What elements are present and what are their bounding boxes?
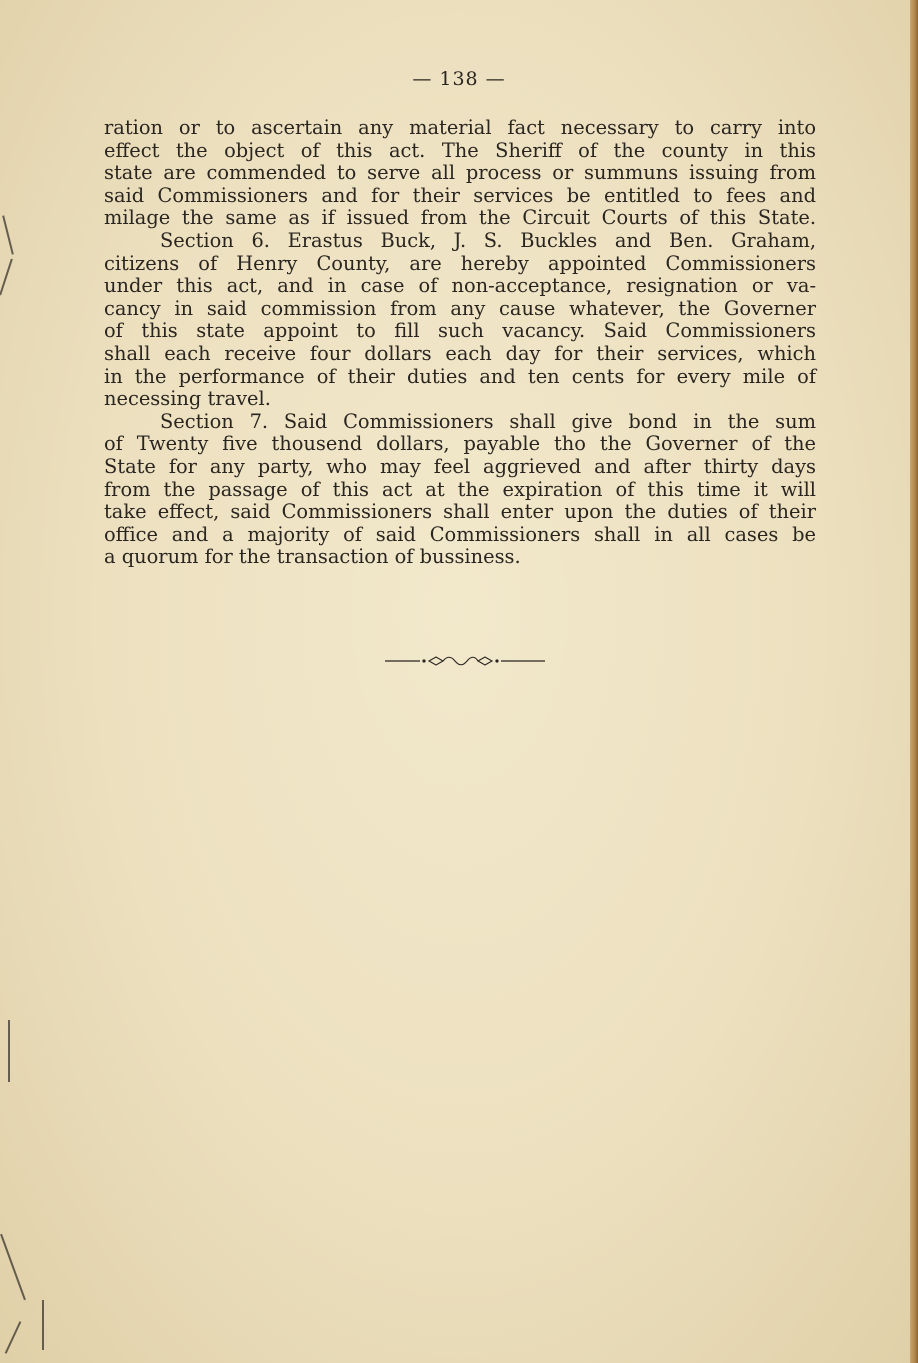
body-text xyxy=(104,117,816,569)
paragraph-section-7 xyxy=(104,411,816,569)
text-line: of Twenty five thousend dollars, payable tho the Governer of the xyxy=(104,432,816,456)
text-line: office and a majority of said Commissioners shall in all cases be xyxy=(104,522,816,546)
margin-mark xyxy=(42,1300,44,1350)
text-line: citizens of Henry County, are hereby appointed Commissioners xyxy=(104,251,816,275)
paragraph-1 xyxy=(104,117,816,230)
text-line: in the performance of their duties and ten cents for every mile of xyxy=(104,364,816,388)
text-line: shall each receive four dollars each day for their services, which xyxy=(104,341,816,365)
margin-mark xyxy=(0,259,13,296)
text-line: milage the same as if issued from the Circuit Courts of this State. xyxy=(104,206,816,230)
text-line: ration or to ascertain any material fact necessary to carry into xyxy=(104,116,816,139)
text-line: Section 6. Erastus Buck, J. S. Buckles and Ben. Graham, xyxy=(160,228,816,252)
margin-mark xyxy=(5,1321,22,1354)
paragraph-section-6 xyxy=(104,230,816,411)
text-line: State for any party, who may feel aggrieved and after thirty days xyxy=(104,454,816,478)
text-line: necessing travel. xyxy=(104,387,271,411)
text-line: effect the object of this act. The Sheriff of the county in this xyxy=(104,138,816,162)
text-line: a quorum for the transaction of bussiness. xyxy=(104,545,521,569)
text-line: under this act, and in case of non-acceptance, resignation or va- xyxy=(104,274,816,298)
text-line: Section 7. Said Commissioners shall give bond in the sum xyxy=(160,409,816,433)
text-line: cancy in said commission from any cause whatever, the Governer xyxy=(104,296,816,320)
text-line: take effect, said Commissioners shall enter upon the duties of their xyxy=(104,500,816,524)
page-number: — 138 — xyxy=(412,68,506,90)
margin-mark xyxy=(0,1234,26,1300)
text-line: said Commissioners and for their services be entitled to fees and xyxy=(104,183,816,207)
text-line: from the passage of this act at the expiration of this time it will xyxy=(104,477,816,501)
margin-mark xyxy=(8,1020,10,1082)
ornament-divider xyxy=(0,651,918,671)
text-line: of this state appoint to fill such vacancy. Said Commissioners xyxy=(104,319,816,343)
margin-mark xyxy=(2,215,14,254)
text-line: state are commended to serve all process or summuns issuing from xyxy=(104,161,816,185)
page-edge xyxy=(910,0,918,1363)
